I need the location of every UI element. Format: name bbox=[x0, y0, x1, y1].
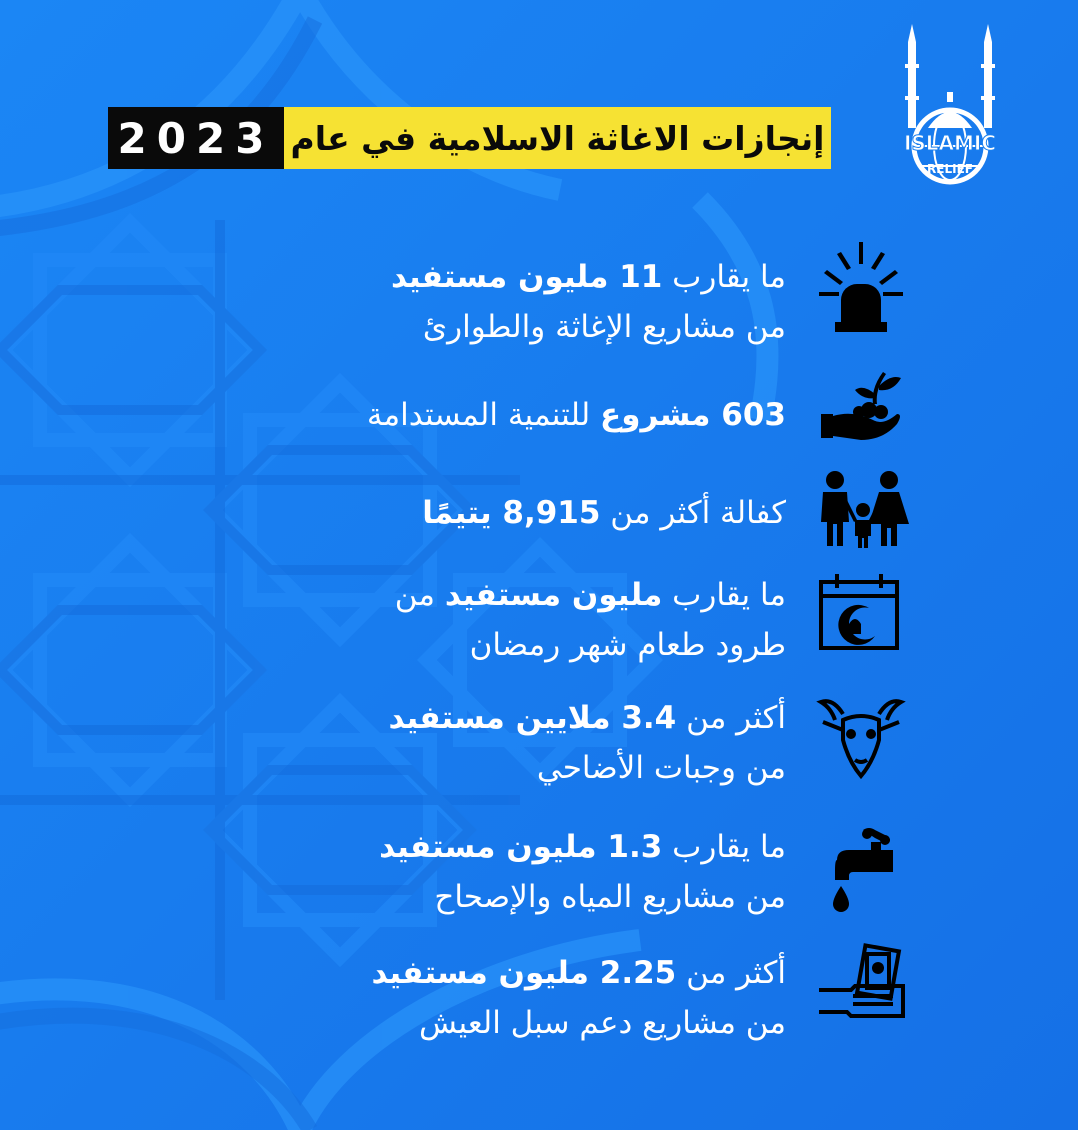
item-line1: ما يقارب 1.3 مليون مستفيد bbox=[379, 829, 786, 865]
list-item-adahi bbox=[389, 693, 786, 793]
title-banner bbox=[108, 107, 831, 169]
item-line1: ما يقارب مليون مستفيد من bbox=[394, 577, 786, 613]
item-line2: من مشاريع الإغاثة والطوارئ bbox=[422, 309, 786, 345]
emergency-siren-icon bbox=[813, 240, 909, 336]
list-item-livelihoods bbox=[372, 948, 787, 1048]
hand-plant-icon bbox=[813, 364, 909, 460]
item-line2: طرود طعام شهر رمضان bbox=[469, 627, 786, 663]
item-line2: من وجبات الأضاحي bbox=[536, 750, 786, 786]
islamic-relief-logo bbox=[892, 20, 1008, 200]
page-title: إنجازات الاغاثة الاسلامية في عام bbox=[284, 107, 831, 169]
item-line1: أكثر من 2.25 مليون مستفيد bbox=[371, 955, 786, 991]
family-icon bbox=[813, 462, 909, 558]
ramadan-calendar-icon bbox=[813, 568, 909, 664]
item-line1: 603 مشروع للتنمية المستدامة bbox=[366, 397, 786, 433]
goat-icon bbox=[813, 690, 909, 786]
item-line2: من مشاريع المياه والإصحاح bbox=[434, 879, 786, 915]
year-badge: 2023 bbox=[108, 107, 284, 169]
hand-money-icon bbox=[813, 942, 909, 1038]
logo-text-relief: RELIEF bbox=[927, 162, 973, 176]
item-line1: أكثر من 3.4 ملايين مستفيد bbox=[388, 700, 786, 736]
item-line1: ما يقارب 11 مليون مستفيد bbox=[390, 259, 786, 295]
list-item-development bbox=[367, 390, 786, 440]
list-item-ramadan bbox=[395, 570, 786, 670]
logo-text-islamic: ISLAMIC bbox=[903, 131, 997, 155]
list-item-orphans bbox=[422, 488, 786, 538]
item-line1: كفالة أكثر من 8,915 يتيمًا bbox=[422, 495, 786, 531]
item-line2: من مشاريع دعم سبل العيش bbox=[418, 1005, 786, 1041]
list-item-emergency bbox=[391, 252, 786, 352]
water-tap-icon bbox=[813, 820, 909, 916]
list-item-water bbox=[379, 822, 786, 922]
